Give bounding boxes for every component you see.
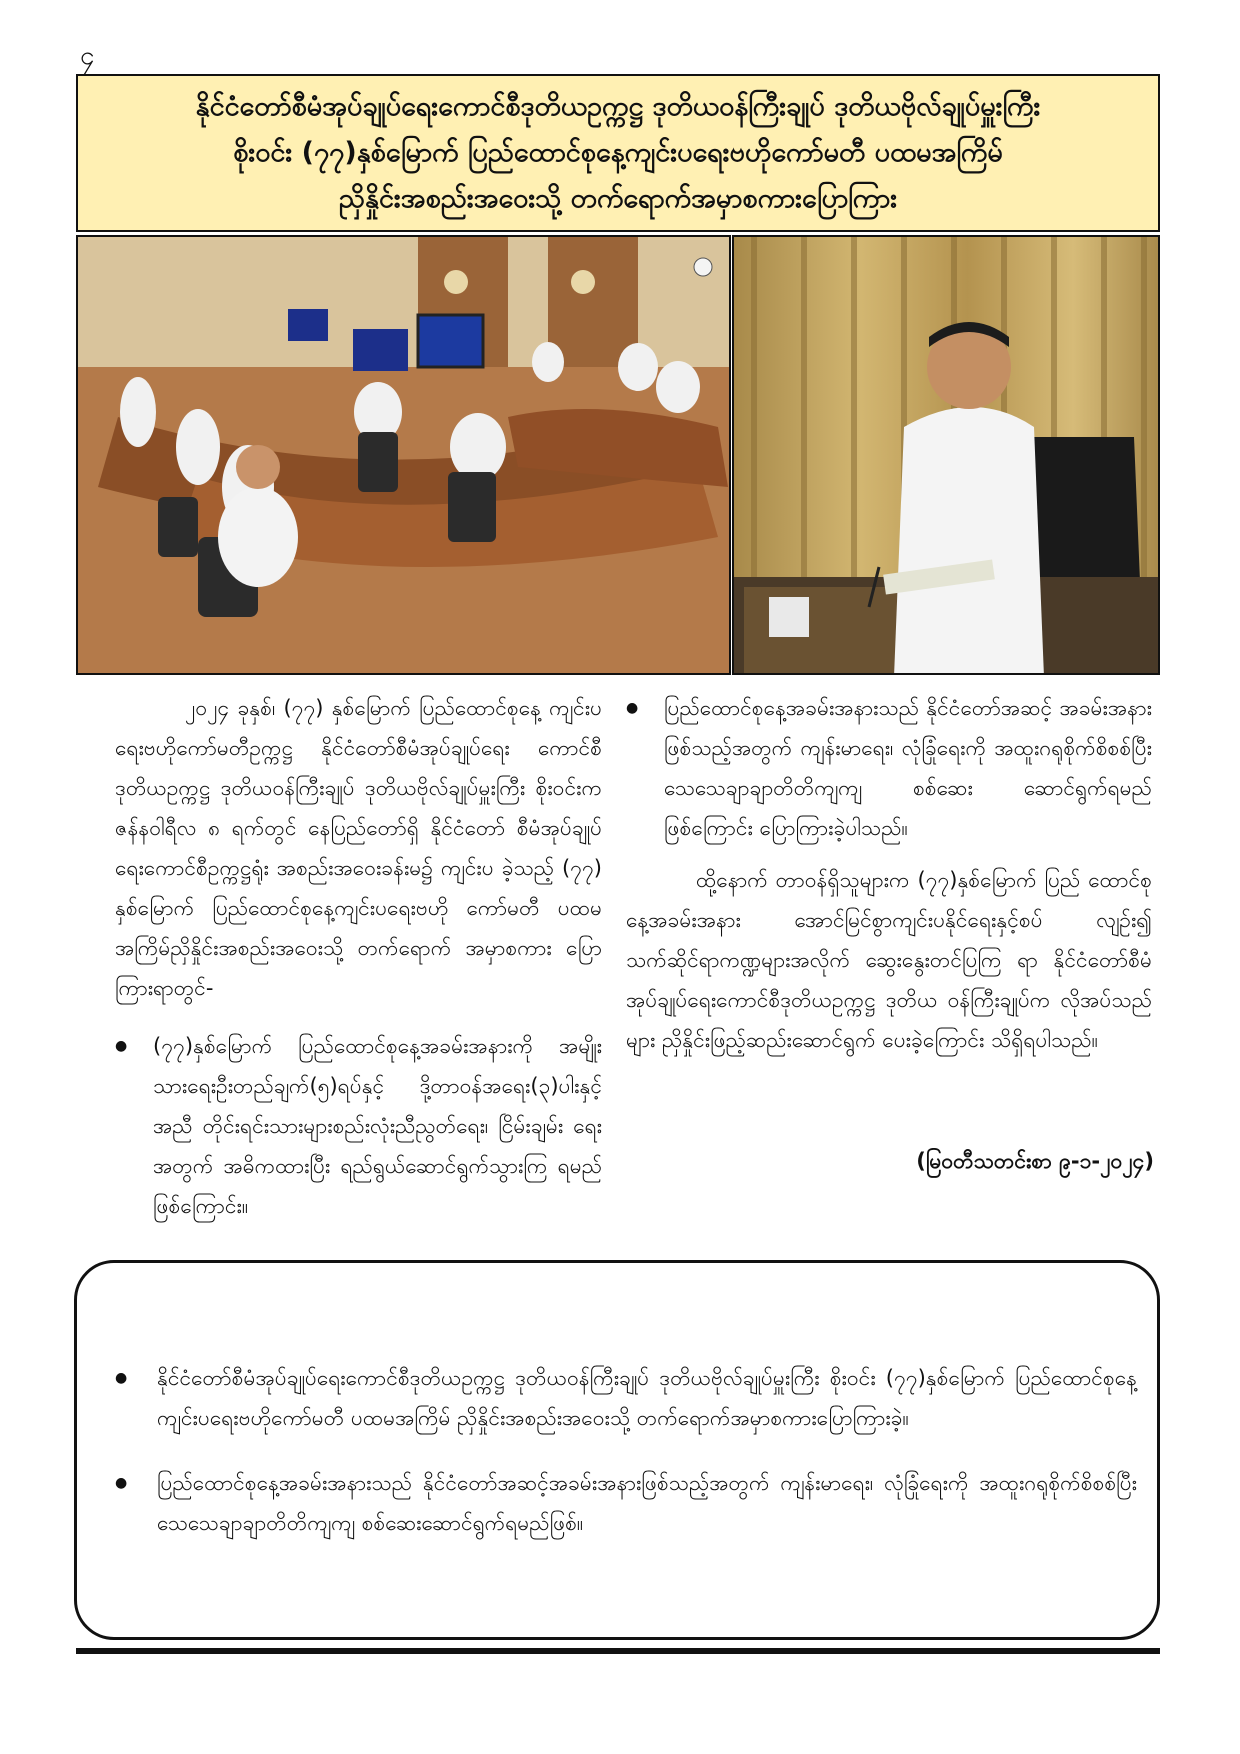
headline-line-1: နိုင်ငံတော်စီမံအုပ်ချုပ်ရေးကောင်စီဒုတိယဥက္ကဋ္ဌ ဒုတိယဝန်ကြီးချုပ် ဒုတိယဗိုလ်ချုပ်မှူးကြီး — [195, 91, 1041, 122]
summary-item-1-text: ● နိုင်ငံတော်စီမံအုပ်ချုပ်ရေးကောင်စီဒုတိယဥက္ကဋ္ဌ ဒုတိယဝန်ကြီးချုပ် ဒုတိယဗိုလ်ချုပ်မှူးကြီး စိုးဝင်း (၇၇)နှစ်မြောက် ပြည်ထောင်စုနေ့ကျင်းပရေးဗဟိုကော်မတီ ပထမအကြိမ် ညှိနှိုင်းအစည်းအဝေးသို့ တက်ရောက်အမှာစကားပြောကြားခဲ့။ — [107, 1358, 1137, 1438]
meeting-hall-photo — [76, 235, 731, 675]
speaker-photo — [732, 235, 1160, 675]
summary-item-2 — [107, 1463, 1137, 1543]
article-bullet-1: ● (၇၇)နှစ်မြောက် ပြည်ထောင်စုနေ့အခမ်းအနားကို အမျိုး သားရေးဦးတည်ချက်(၅)ရပ်နှင့် ဒို့တာဝန်အရေး(၃)ပါးနှင့် အညီ တိုင်းရင်းသားများစည်းလုံးညီညွတ်ရေး၊ ငြိမ်းချမ်း ရေးအတွက် အဓိကထားပြီး ရည်ရွယ်ဆောင်ရွက်သွားကြ ရမည်ဖြစ်ကြောင်း။ — [115, 1026, 602, 1226]
headline-line-3: ညှိနှိုင်းအစည်းအဝေးသို့ တက်ရောက်အမှာစကားပြောကြား — [338, 183, 898, 214]
headline-line-2: စိုးဝင်း (၇၇)နှစ်မြောက် ပြည်ထောင်စုနေ့ကျင်းပရေးဗဟိုကော်မတီ ပထမအကြိမ် — [233, 137, 1003, 168]
article-bullet-2: ● ပြည်ထောင်စုနေ့အခမ်းအနားသည် နိုင်ငံတော်အဆင့် အခမ်းအနားဖြစ်သည့်အတွက် ကျန်းမာရေး၊ လုံခြုံရေးကို အထူးဂရုစိုက်စိစစ်ပြီး သေသေချာချာတိတိကျကျ စစ်ဆေး ဆောင်ရွက်ရမည်ဖြစ်ကြောင်း ပြောကြားခဲ့ပါသည်။ — [626, 688, 1152, 848]
meeting-hall-illustration — [78, 237, 731, 675]
footer-divider — [76, 1648, 1160, 1654]
headline-box — [76, 74, 1160, 232]
article-right-column — [626, 688, 1152, 1060]
summary-item-2-text: ● ပြည်ထောင်စုနေ့အခမ်းအနားသည် နိုင်ငံတော်အဆင့်အခမ်းအနားဖြစ်သည့်အတွက် ကျန်းမာရေး၊ လုံခြုံရေးကို အထူးဂရုစိုက်စိစစ်ပြီး သေသေချာချာတိတိကျကျ စစ်ဆေးဆောင်ရွက်ရမည်ဖြစ်။ — [107, 1463, 1137, 1543]
page-number: ၄ — [80, 41, 95, 71]
article-closing-paragraph: ထို့နောက် တာဝန်ရှိသူများက (၇၇)နှစ်မြောက် ပြည် ထောင်စုနေ့အခမ်းအနား အောင်မြင်စွာကျင်းပနိုင်ရေးနှင့်စပ် လျဉ်း၍ သက်ဆိုင်ရာကဏ္ဍများအလိုက် ဆွေးနွေးတင်ပြကြ ရာ နိုင်ငံတော်စီမံအုပ်ချုပ်ရေးကောင်စီဒုတိယဥက္ကဋ္ဌ ဒုတိယ ဝန်ကြီးချုပ်က လိုအပ်သည်များ ညှိနှိုင်းဖြည့်ဆည်းဆောင်ရွက် ပေးခဲ့ကြောင်း သိရှိရပါသည်။ — [626, 868, 1152, 1052]
summary-item-1 — [107, 1358, 1137, 1438]
article-left-column — [115, 688, 602, 1226]
summary-box — [74, 1260, 1160, 1640]
speaker-illustration — [734, 237, 1160, 675]
source-citation: (မြဝတီသတင်းစာ ၉-၁-၂၀၂၄) — [916, 1149, 1154, 1173]
article-intro-paragraph: ၂၀၂၄ ခုနှစ်၊ (၇၇) နှစ်မြောက် ပြည်ထောင်စုနေ့ ကျင်းပရေးဗဟိုကော်မတီဥက္ကဋ္ဌ နိုင်ငံတော်စီမံအုပ်ချုပ်ရေး ကောင်စီဒုတိယဥက္ကဋ္ဌ ဒုတိယဝန်ကြီးချုပ် ဒုတိယဗိုလ်ချုပ်မှူးကြီး စိုးဝင်းက ဇန်နဝါရီလ ၈ ရက်တွင် နေပြည်တော်ရှိ နိုင်ငံတော် စီမံအုပ်ချုပ်ရေးကောင်စီဥက္ကဋ္ဌရုံး အစည်းအဝေးခန်းမ၌ ကျင်းပ ခဲ့သည့် (၇၇) နှစ်မြောက် ပြည်ထောင်စုနေ့ကျင်းပရေးဗဟို ကော်မတီ ပထမအကြိမ်ညှိနှိုင်းအစည်းအဝေးသို့ တက်ရောက် အမှာစကား ပြောကြားရာတွင်- — [115, 696, 602, 1000]
